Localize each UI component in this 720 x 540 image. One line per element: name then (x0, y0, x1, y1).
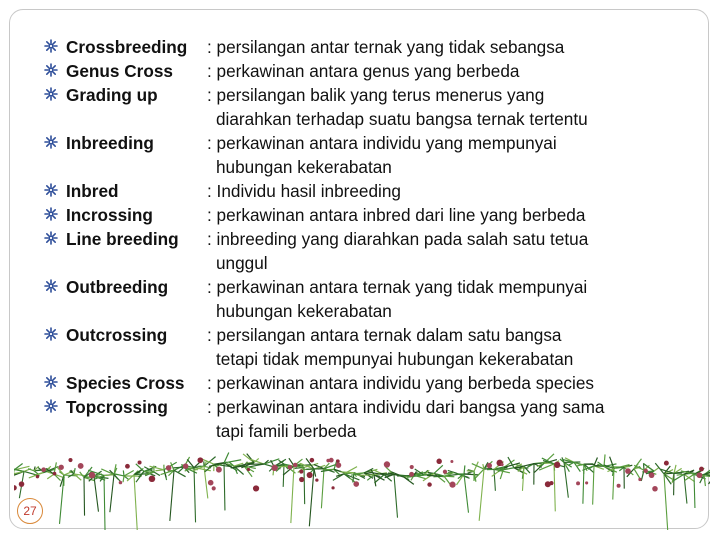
definition-line-continued: tapi famili berbeda (216, 421, 357, 441)
definition-line: : persilangan antar ternak yang tidak sebangsa (207, 37, 565, 57)
term-label: Line breeding (66, 229, 179, 249)
definition-line: : perkawinan antara ternak yang tidak mempunyai (207, 277, 588, 297)
term-label: Grading up (66, 85, 158, 105)
term-label: Species Cross (66, 373, 185, 393)
term-label: Incrossing (66, 205, 153, 225)
definition (207, 275, 704, 323)
definition (207, 323, 704, 371)
asterisk-snowflake-icon (44, 395, 66, 413)
list-item (44, 395, 704, 443)
definition (207, 35, 704, 59)
definition-line: : persilangan balik yang terus menerus yang (207, 85, 545, 105)
asterisk-snowflake-icon (44, 83, 66, 101)
definition-line: : Individu hasil inbreeding (207, 181, 401, 201)
term-label: Topcrossing (66, 397, 168, 417)
definition-line: : inbreeding yang diarahkan pada salah satu tetua (207, 229, 589, 249)
list-item (44, 275, 704, 323)
definition (207, 395, 704, 443)
term-label: Outcrossing (66, 325, 168, 345)
list-item (44, 203, 704, 227)
term-label: Outbreeding (66, 277, 169, 297)
list-item (44, 131, 704, 179)
definition-line: : perkawinan antara individu yang mempunyai (207, 133, 557, 153)
term-label: Inbreeding (66, 133, 154, 153)
asterisk-snowflake-icon (44, 59, 66, 77)
asterisk-snowflake-icon (44, 275, 66, 293)
list-item (44, 179, 704, 203)
asterisk-snowflake-icon (44, 35, 66, 53)
asterisk-snowflake-icon (44, 179, 66, 197)
list-item (44, 227, 704, 275)
definition-line-continued: tetapi tidak mempunyai hubungan kekerabatan (216, 349, 574, 369)
definition (207, 371, 704, 395)
definition-line-continued: hubungan kekerabatan (216, 157, 392, 177)
definition (207, 59, 704, 83)
definition-line-continued: unggul (216, 253, 268, 273)
definition (207, 83, 704, 131)
definition (207, 179, 704, 203)
term-label: Inbred (66, 181, 119, 201)
definition (207, 227, 704, 275)
asterisk-snowflake-icon (44, 227, 66, 245)
term-label: Genus Cross (66, 61, 173, 81)
definition (207, 203, 704, 227)
asterisk-snowflake-icon (44, 323, 66, 341)
definition-line: : persilangan antara ternak dalam satu bangsa (207, 325, 562, 345)
list-item (44, 59, 704, 83)
term-label: Crossbreeding (66, 37, 188, 57)
definition-line: : perkawinan antara individu dari bangsa yang sama (207, 397, 605, 417)
pine-garland-icon (14, 448, 710, 530)
glossary-list (44, 35, 704, 443)
list-item (44, 323, 704, 371)
asterisk-snowflake-icon (44, 131, 66, 149)
list-item (44, 35, 704, 59)
list-item (44, 371, 704, 395)
definition-line: : perkawinan antara individu yang berbeda species (207, 373, 594, 393)
asterisk-snowflake-icon (44, 203, 66, 221)
page-number: 27 (17, 498, 43, 524)
definition-line: : perkawinan antara inbred dari line yang berbeda (207, 205, 586, 225)
definition (207, 131, 704, 179)
definition-line-continued: diarahkan terhadap suatu bangsa ternak tertentu (216, 109, 588, 129)
list-item (44, 83, 704, 131)
definition-line-continued: hubungan kekerabatan (216, 301, 392, 321)
definition-line: : perkawinan antara genus yang berbeda (207, 61, 520, 81)
asterisk-snowflake-icon (44, 371, 66, 389)
